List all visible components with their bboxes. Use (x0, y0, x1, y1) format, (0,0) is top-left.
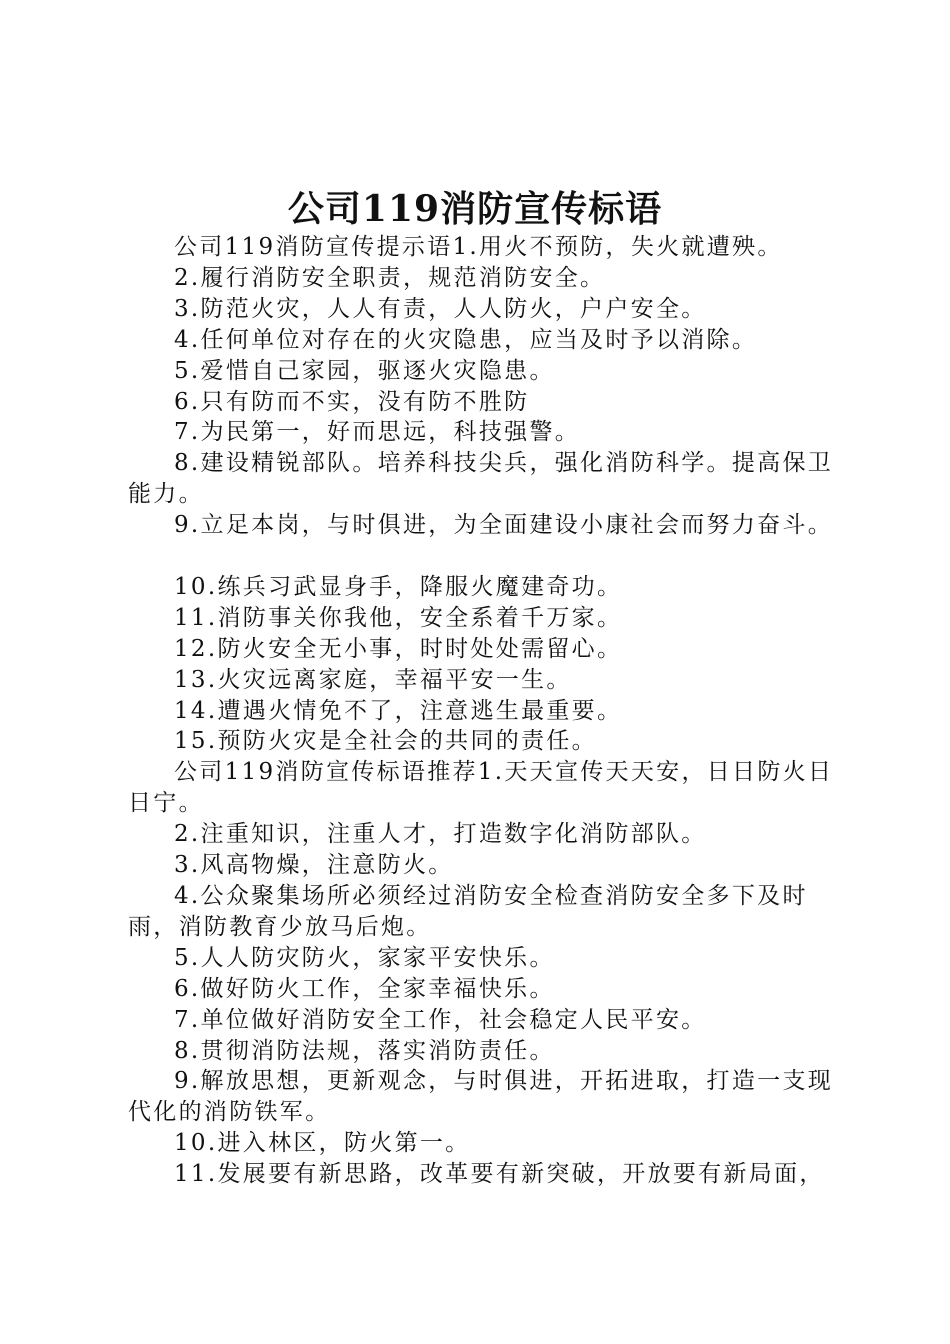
paragraph: 3.风高物燥，注意防火。 (174, 852, 454, 879)
paragraph: 8.贯彻消防法规，落实消防责任。 (174, 1037, 555, 1064)
paragraph: 4.任何单位对存在的火灾隐患，应当及时予以消除。 (174, 326, 758, 353)
paragraph: 2.注重知识，注重人才，打造数字化消防部队。 (174, 821, 707, 848)
document-body (128, 232, 848, 1190)
blank-line (128, 541, 848, 572)
paragraph: 7.为民第一，好而思远，科技强警。 (174, 419, 581, 446)
paragraph: 11.发展要有新思路，改革要有新突破，开放要有新局面， (174, 1161, 825, 1188)
paragraph: 12.防火安全无小事，时时处处需留心。 (174, 635, 623, 662)
paragraph: 公司119消防宣传标语推荐1.天天宣传天天安，日日防火日日宁。 (128, 759, 834, 817)
paragraph: 14.遭遇火情免不了，注意逃生最重要。 (174, 697, 623, 724)
document-title: 公司119消防宣传标语 (287, 188, 663, 230)
paragraph: 9.立足本岗，与时俱进，为全面建设小康社会而努力奋斗。 (174, 512, 834, 539)
paragraph: 13.火灾远离家庭，幸福平安一生。 (174, 666, 572, 693)
paragraph: 10.练兵习武显身手，降服火魔建奇功。 (174, 573, 623, 600)
paragraph: 7.单位做好消防安全工作，社会稳定人民平安。 (174, 1006, 707, 1033)
paragraph: 15.预防火灾是全社会的共同的责任。 (174, 728, 597, 755)
paragraph: 4.公众聚集场所必须经过消防安全检查消防安全多下及时雨，消防教育少放马后炮。 (128, 883, 808, 940)
paragraph: 11.消防事关你我他，安全系着千万家。 (174, 604, 623, 631)
paragraph: 6.做好防火工作，全家幸福快乐。 (174, 975, 555, 1002)
paragraph: 5.爱惜自己家园，驱逐火灾隐患。 (174, 357, 555, 384)
paragraph: 5.人人防灾防火，家家平安快乐。 (174, 944, 555, 971)
paragraph: 8.建设精锐部队。培养科技尖兵，强化消防科学。提高保卫能力。 (128, 450, 834, 508)
paragraph: 3.防范火灾，人人有责，人人防火，户户安全。 (174, 295, 707, 322)
paragraph: 10.进入林区，防火第一。 (174, 1130, 471, 1157)
paragraph: 公司119消防宣传提示语1.用火不预防，失火就遭殃。 (174, 234, 783, 260)
paragraph: 6.只有防而不实，没有防不胜防 (174, 388, 530, 415)
paragraph: 9.解放思想，更新观念，与时俱进，开拓进取，打造一支现代化的消防铁军。 (128, 1068, 834, 1126)
paragraph: 2.履行消防安全职责，规范消防安全。 (174, 264, 606, 291)
